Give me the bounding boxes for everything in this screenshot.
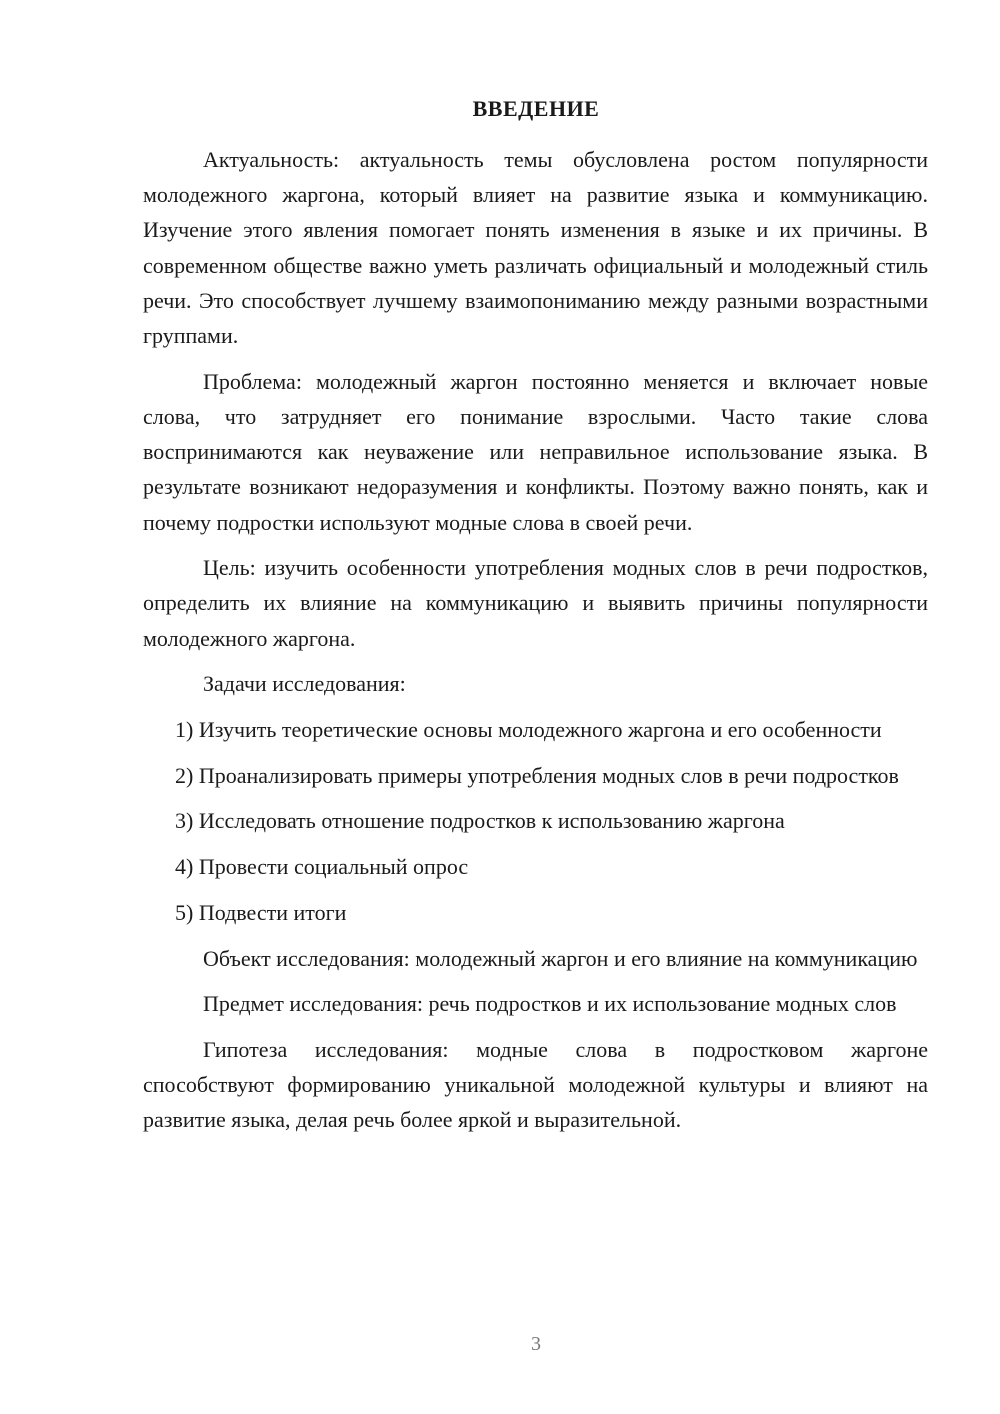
task-item: 1) Изучить теоретические основы молодежного жаргона и его особенности [175,717,882,743]
paragraph-problem: Проблема: молодежный жаргон постоянно меняется и включает новые слова, что затрудняет его понимание взрослыми. Часто такие слова воспринимаются как неуважение или неправильное использование языка. В результате возникают недоразумения и конфликты. Поэтому важно понять, как и почему подростки используют модные слова в своей речи. [143,368,928,535]
paragraph-object: Объект исследования: молодежный жаргон и его влияние на коммуникацию [203,945,918,971]
tasks-heading: Задачи исследования: [203,671,406,697]
page-number: 3 [531,1333,541,1355]
paragraph-subject: Предмет исследования: речь подростков и их использование модных слов [203,991,897,1017]
task-item: 2) Проанализировать примеры употребления модных слов в речи подростков [175,762,899,788]
task-item: 4) Провести социальный опрос [175,854,469,880]
paragraph-hypothesis: Гипотеза исследования: модные слова в подростковом жаргоне способствуют формированию уникальной молодежной культуры и влияют на развитие языка, делая речь более яркой и выразительной. [143,1036,928,1133]
document-body [143,142,928,1148]
paragraph-goal: Цель: изучить особенности употребления модных слов в речи подростков, определить их влияние на коммуникацию и выявить причины популярности молодежного жаргона. [143,555,928,651]
task-item: 3) Исследовать отношение подростков к использованию жаргона [175,808,785,834]
task-item: 5) Подвести итоги [175,899,347,925]
paragraph-relevance: Актуальность: актуальность темы обусловлена ростом популярности молодежного жаргона, который влияет на развитие языка и коммуникацию. Изучение этого явления помогает понять изменения в языке и их причины. В современном обществе важно уметь различать официальный и молодежный стиль речи. Это способствует лучшему взаимопониманию между разными возрастными группами. [143,147,928,349]
page-title: ВВЕДЕНИЕ [472,96,600,121]
